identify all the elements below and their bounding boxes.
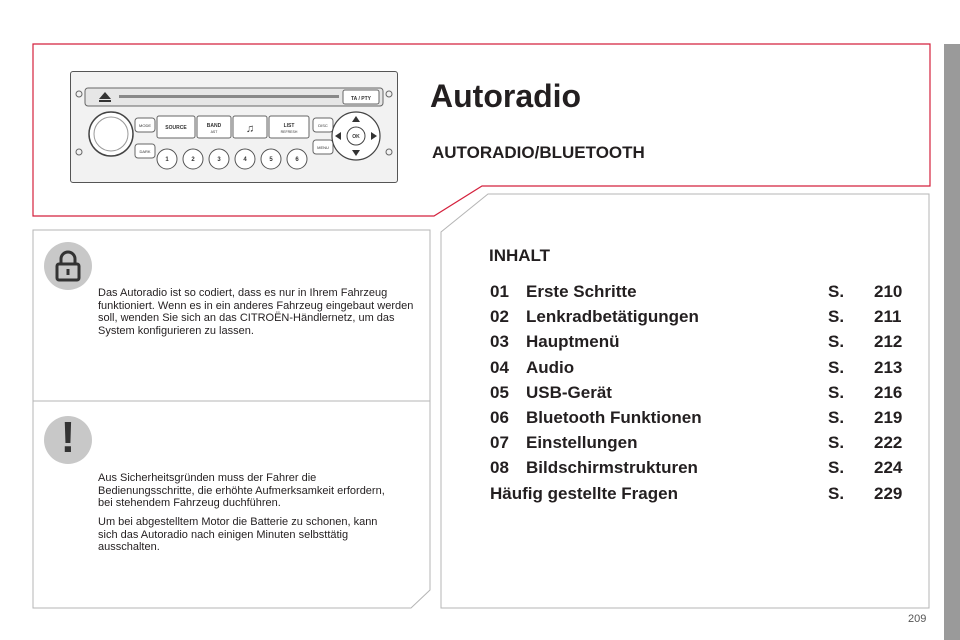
source-button-label: SOURCE: [165, 125, 187, 131]
toc-page-prefix: S.: [828, 407, 845, 427]
toc-label: Lenkradbetätigungen: [526, 307, 699, 327]
toc-label: Bluetooth Funktionen: [526, 407, 702, 427]
page-title: Autoradio: [430, 78, 582, 114]
toc-page-prefix: S.: [828, 433, 845, 453]
lock-icon: [44, 242, 92, 290]
toc-page: 224: [874, 458, 903, 478]
toc-label: USB-Gerät: [526, 382, 612, 402]
warning-note-text-1: Aus Sicherheitsgründen muss der Fahrer die Bedienungsschritte, die erhöhte Aufmerksamkeit erfordern, bei stehendem Fahrzeug duchführen.: [98, 472, 385, 509]
toc-page-prefix: S.: [828, 483, 845, 503]
toc-item-02[interactable]: [490, 306, 910, 331]
toc-item-08[interactable]: [490, 457, 910, 482]
ta-pty-button-label: TA / PTY: [351, 96, 371, 102]
toc-page: 219: [874, 407, 903, 427]
toc-label: Hauptmenü: [526, 332, 620, 352]
toc-number: 05: [490, 382, 509, 402]
toc-page-prefix: S.: [828, 382, 845, 402]
toc-heading: INHALT: [489, 246, 551, 265]
toc-item-06[interactable]: [490, 407, 910, 432]
toc-item-faq[interactable]: [490, 483, 910, 508]
toc-label: Einstellungen: [526, 433, 638, 453]
toc-page: 213: [874, 357, 903, 377]
dark-button-label: DARK: [139, 149, 151, 154]
toc-page: 222: [874, 433, 903, 453]
toc-number: 02: [490, 307, 509, 327]
mode-button-label: MODE: [139, 123, 151, 128]
band-button-label: BAND: [206, 123, 222, 129]
toc-page: 211: [874, 307, 902, 327]
toc-page: 216: [874, 382, 903, 402]
refresh-button-label: REFRESH: [280, 130, 298, 134]
toc-label: Bildschirmstrukturen: [526, 458, 698, 478]
toc-number: 08: [490, 458, 509, 478]
toc-page: 210: [874, 282, 903, 301]
toc-item-03[interactable]: [490, 331, 910, 356]
preset-3-label: 3: [217, 157, 221, 163]
ok-button-label: OK: [352, 134, 360, 140]
toc-label: Erste Schritte: [526, 282, 637, 301]
toc-page-prefix: S.: [828, 282, 845, 301]
toc-number: 04: [490, 357, 509, 377]
disc-button-label: DISC: [318, 123, 328, 128]
lock-note-text: Das Autoradio ist so codiert, dass es nur in Ihrem Fahrzeug funktioniert. Wenn es in ein anderes Fahrzeug eingebaut werden soll, wenden Sie sich an das CITROËN-Händlernetz, um das System konfigurieren zu lassen.: [98, 287, 414, 337]
preset-6-label: 6: [295, 157, 299, 163]
warning-glyph: !: [60, 413, 76, 462]
page-number: 209: [908, 613, 927, 625]
page-subtitle: AUTORADIO/BLUETOOTH: [432, 143, 645, 162]
toc-number: 01: [490, 282, 509, 301]
volume-knob[interactable]: [89, 112, 133, 156]
music-note-icon: ♫: [245, 123, 255, 135]
toc-label: Audio: [526, 357, 575, 377]
toc-page-prefix: S.: [828, 458, 845, 478]
toc-number: 06: [490, 407, 509, 427]
toc-item-01[interactable]: [490, 281, 910, 306]
toc-item-05[interactable]: [490, 382, 910, 407]
toc-page-prefix: S.: [828, 357, 845, 377]
table-of-contents: [490, 281, 910, 508]
preset-5-label: 5: [269, 157, 273, 163]
toc-page: 212: [874, 332, 903, 352]
warning-note-text-2: Um bei abgestelltem Motor die Batterie zu schonen, kann sich das Autoradio nach einigen Minuten selbsttätig ausschalten.: [98, 516, 378, 553]
toc-item-04[interactable]: [490, 357, 910, 382]
preset-4-label: 4: [243, 157, 247, 163]
preset-1-label: 1: [165, 157, 169, 163]
toc-number: 03: [490, 332, 509, 352]
toc-page-prefix: S.: [828, 332, 845, 352]
toc-item-07[interactable]: [490, 432, 910, 457]
toc-number: 07: [490, 433, 509, 453]
ast-button-label: AST: [210, 130, 218, 134]
toc-label: Häufig gestellte Fragen: [490, 483, 678, 503]
preset-2-label: 2: [191, 157, 195, 163]
warning-icon: [44, 413, 92, 464]
toc-page: 229: [874, 483, 903, 503]
toc-page-prefix: S.: [828, 307, 845, 327]
list-button-label: LIST: [283, 123, 295, 129]
radio-panel-illustration: [70, 71, 398, 183]
menu-button-label: MENU: [317, 145, 329, 150]
